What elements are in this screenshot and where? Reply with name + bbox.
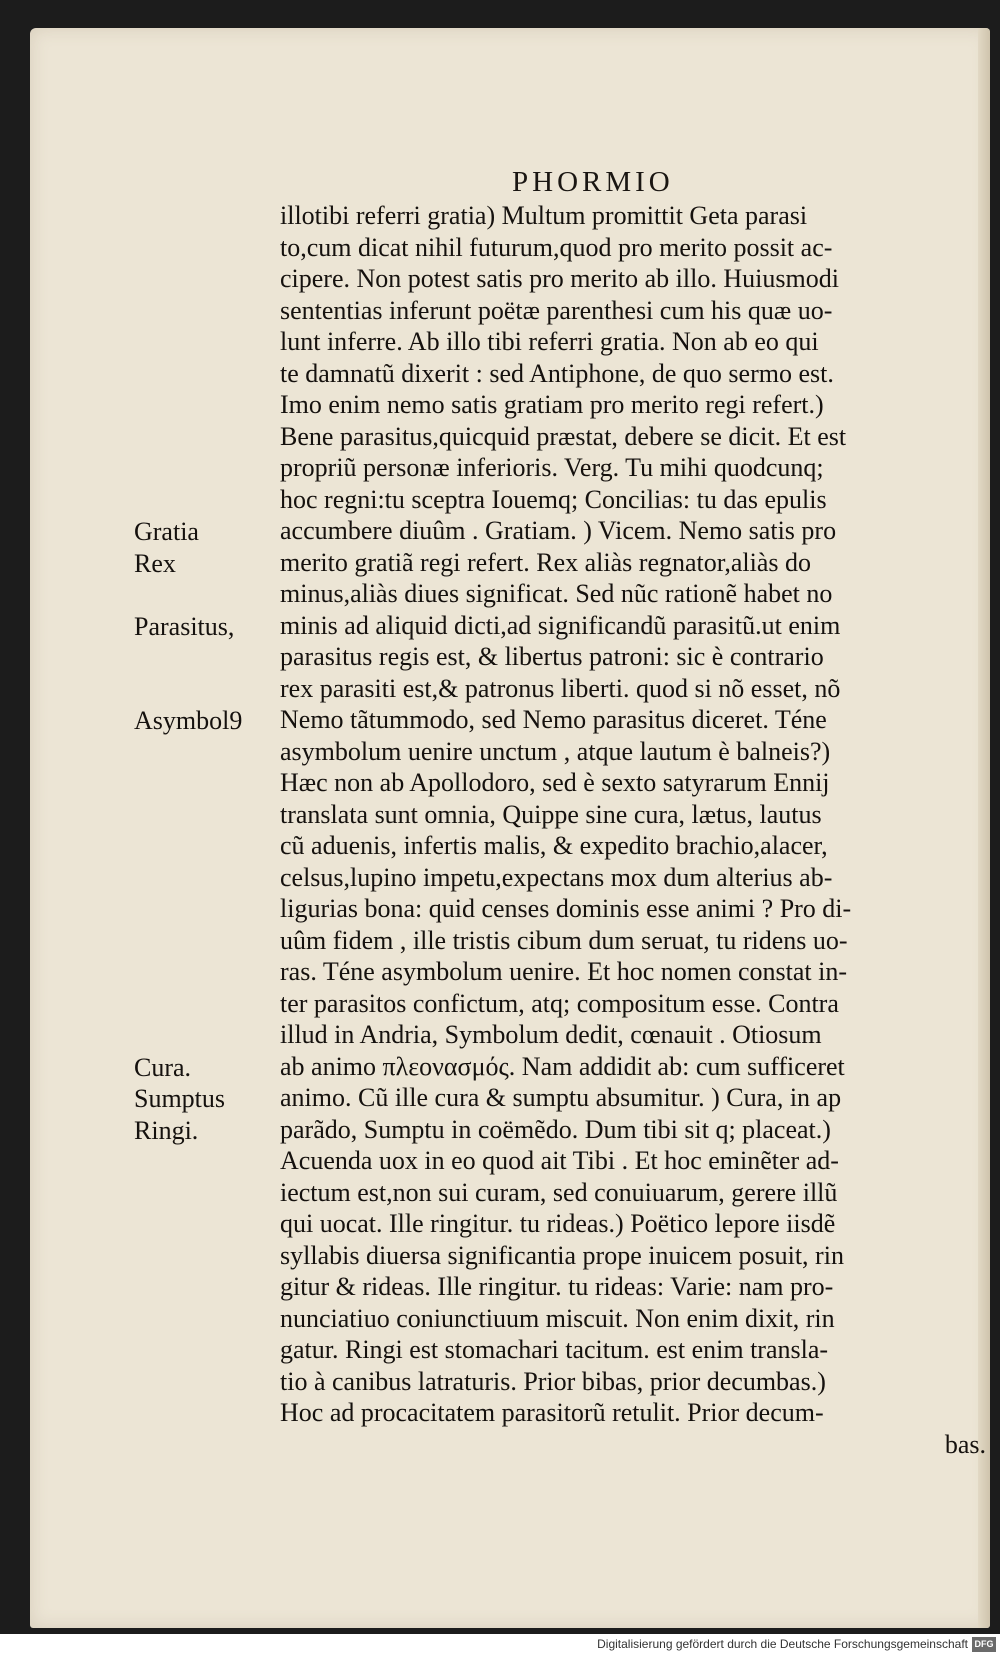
main-text-block	[280, 200, 992, 1460]
text-line: iectum est,non sui curam, sed conuiuarum, gerere illũ	[280, 1177, 838, 1207]
text-line: cipere. Non potest satis pro merito ab illo. Huiusmodi	[280, 264, 839, 293]
marginal-note: Parasitus,	[134, 611, 235, 641]
text-line: parasitus regis est, & libertus patroni: sic è contrario	[280, 642, 824, 671]
marginal-note: Cura.	[134, 1052, 192, 1082]
dfg-logo: DFG	[972, 1637, 996, 1652]
text-line: merito gratiã regi refert. Rex aliàs regnator,aliàs do	[280, 547, 812, 577]
text-line: ligurias bona: quid censes dominis esse animi ? Pro di-	[280, 894, 852, 923]
text-line: Nemo tãtummodo, sed Nemo parasitus diceret. Téne	[280, 705, 827, 734]
text-line: gatur. Ringi est stomachari tacitum. est enim transla-	[280, 1335, 829, 1364]
text-line: Hoc ad procacitatem parasitorũ retulit. Prior decum-	[280, 1398, 824, 1427]
text-line: to,cum dicat nihil futurum,quod pro merito possit ac-	[280, 232, 833, 262]
text-line: hoc regni:tu sceptra Iouemq; Concilias: tu das epulis	[280, 484, 827, 514]
book-page	[30, 28, 990, 1628]
digitization-footer	[0, 1634, 1000, 1656]
text-line: gitur & rideas. Ille ringitur. tu rideas: Varie: nam pro-	[280, 1272, 834, 1301]
marginal-note: Gratia	[134, 517, 199, 546]
text-line: animo. Cũ ille cura & sumptu absumitur. ) Cura, in ap	[280, 1083, 842, 1112]
text-line: uûm fidem , ille tristis cibum dum seruat, tu ridens uo-	[280, 925, 848, 955]
marginal-note: Ringi.	[134, 1115, 199, 1145]
text-line: Bene parasitus,quicquid præstat, debere se dicit. Et est	[280, 421, 847, 451]
text-line: ter parasitos confictum, atq; compositum esse. Contra	[280, 988, 839, 1018]
text-line: Acuenda uox in eo quod ait Tibi . Et hoc eminẽter ad-	[280, 1146, 839, 1175]
text-line: ab animo πλεονασμός. Nam addidit ab: cum sufficeret	[280, 1051, 845, 1081]
text-line: syllabis diuersa significantia prope inuicem posuit, rin	[280, 1240, 844, 1270]
text-line: tio à canibus latraturis. Prior bibas, prior decumbas.)	[280, 1366, 826, 1396]
marginal-note: Rex	[134, 548, 176, 578]
text-line: parãdo, Sumptu in coëmẽdo. Dum tibi sit q; placeat.)	[280, 1114, 831, 1144]
marginal-note: Asymbol9	[134, 706, 243, 735]
text-line: Hæc non ab Apollodoro, sed è sexto satyrarum Ennij	[280, 768, 830, 797]
text-line: ras. Téne asymbolum uenire. Et hoc nomen constat in-	[280, 957, 848, 986]
text-line: illud in Andria, Symbolum dedit, cœnauit . Otiosum	[280, 1020, 822, 1049]
text-line: qui uocat. Ille ringitur. tu rideas.) Poëtico lepore iisdẽ	[280, 1209, 836, 1238]
text-line: celsus,lupino impetu,expectans mox dum alterius ab-	[280, 862, 833, 892]
funding-credit: Digitalisierung gefördert durch die Deutsche Forschungsgemeinschaft	[597, 1637, 968, 1651]
text-line: accumbere diuûm . Gratiam. ) Vicem. Nemo satis pro	[280, 516, 837, 545]
text-line: translata sunt omnia, Quippe sine cura, lætus, lautus	[280, 799, 822, 829]
text-line: rex parasiti est,& patronus liberti. quod si nõ esset, nõ	[280, 673, 841, 703]
text-line: sententias inferunt poëtæ parenthesi cum his quæ uo-	[280, 295, 833, 325]
text-line: cũ aduenis, infertis malis, & expedito brachio,alacer,	[280, 831, 828, 860]
text-line: bas.	[944, 1429, 986, 1459]
text-line: asymbolum uenire unctum , atque lautum è balneis?)	[280, 736, 831, 766]
text-line: minus,aliàs diues significat. Sed nũc rationẽ habet no	[280, 579, 833, 608]
text-line: propriũ personæ inferioris. Verg. Tu mihi quodcunq;	[280, 453, 824, 482]
text-line: minis ad aliquid dicti,ad significandũ parasitũ.ut enim	[280, 610, 841, 640]
text-line: Imo enim nemo satis gratiam pro merito regi refert.)	[280, 390, 824, 419]
text-line: illotibi referri gratia) Multum promittit Geta parasi	[280, 201, 808, 230]
text-line: lunt inferre. Ab illo tibi referri gratia. Non ab eo qui	[280, 327, 819, 356]
running-head: PHORMIO	[512, 166, 674, 198]
text-line: nunciatiuo coniunctiuum miscuit. Non enim dixit, rin	[280, 1303, 835, 1333]
text-line: te damnatũ dixerit : sed Antiphone, de quo sermo est.	[280, 358, 834, 388]
marginal-note: Sumptus	[134, 1084, 226, 1113]
